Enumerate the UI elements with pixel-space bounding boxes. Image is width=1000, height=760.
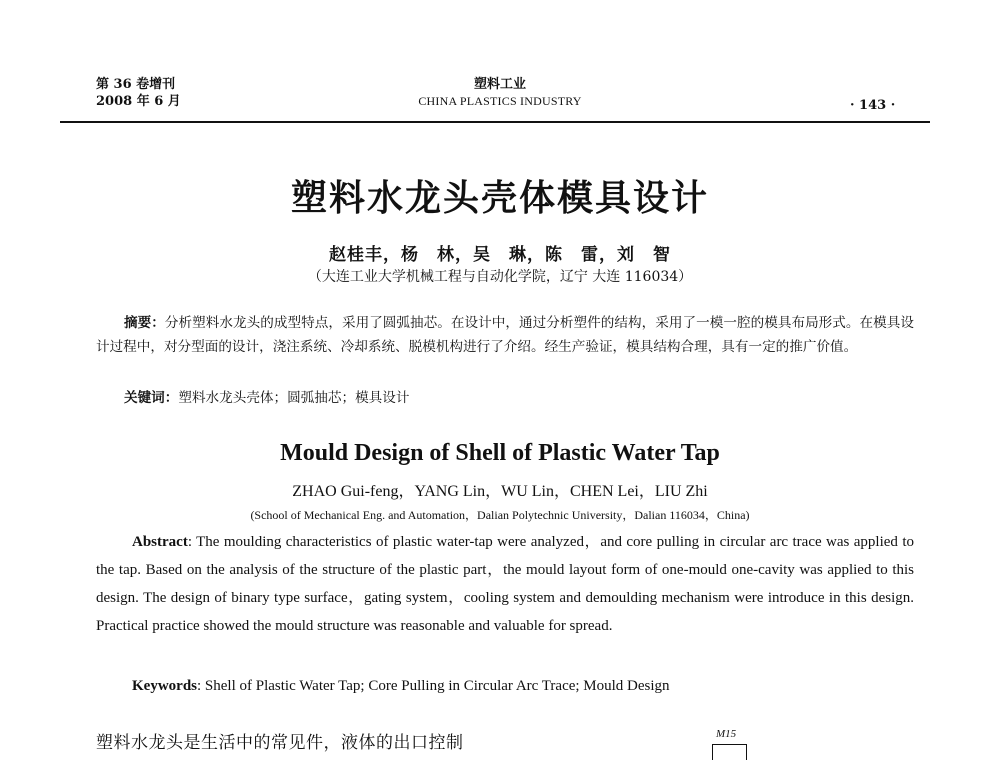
keywords-cn-label: 关键词： (124, 390, 179, 406)
abstract-en (96, 528, 914, 640)
journal-name-en: CHINA PLASTICS INDUSTRY (418, 94, 582, 108)
volume-info (96, 76, 181, 110)
page-number: · 143 · (850, 98, 896, 113)
paper-title-cn: 塑料水龙头壳体模具设计 (290, 177, 709, 219)
keywords-cn-text: 塑料水龙头壳体；圆弧抽芯；模具设计 (178, 390, 410, 406)
figure-tick-left (712, 744, 713, 760)
figure-tick-right (746, 744, 747, 760)
paper-title-en: Mould Design of Shell of Plastic Water Tap (280, 440, 720, 466)
authors-cn: 赵桂丰，杨 林，吴 琳，陈 雷，刘 智 (329, 245, 671, 265)
abstract-cn (96, 311, 914, 359)
authors-en: ZHAO Gui-feng，YANG Lin，WU Lin，CHEN Lei，LIU Zhi (292, 483, 708, 500)
issue-date: 2008 年 6 月 (96, 94, 181, 109)
keywords-cn (124, 386, 409, 406)
abstract-en-text: : The moulding characteristics of plastic water-tap were analyzed，and core pulling in circular arc trace was applied to the tap. Based on the analysis of the structure of the plastic part，the mould layout form of one-mould one-cavity was applied to this design. The design of binary type surface，gating system，cooling system and demoulding mechanism were introduce in this design. Practical practice showed the mould structure was reasonable and valuable for spread. (96, 534, 914, 634)
abstract-en-label: Abstract (132, 534, 188, 550)
figure-dimension-label: M15 (716, 728, 737, 740)
keywords-en-text: : Shell of Plastic Water Tap; Core Pulling in Circular Arc Trace; Mould Design (197, 678, 670, 694)
keywords-en-label: Keywords (132, 678, 197, 694)
keywords-en (132, 678, 670, 695)
journal-name (380, 76, 620, 110)
header-divider (60, 121, 930, 123)
figure-dimension-line (712, 744, 746, 745)
abstract-cn-label: 摘要： (124, 315, 165, 331)
affiliation-en: (School of Mechanical Eng. and Automation，Dalian Polytechnic University，Dalian 116034，China) (250, 508, 750, 522)
journal-name-cn: 塑料工业 (473, 77, 526, 92)
affiliation-cn: （大连工业大学机械工程与自动化学院，辽宁 大连 116034） (307, 269, 693, 285)
volume-label: 第 36 卷增刊 (96, 77, 176, 92)
abstract-cn-text: 分析塑料水龙头的成型特点，采用了圆弧抽芯。在设计中，通过分析塑件的结构，采用了一模一腔的模具布局形式。在模具设计过程中，对分型面的设计，浇注系统、冷却系统、脱模机构进行了介绍。经生产验证，模具结构合理，具有一定的推广价值。 (96, 315, 915, 355)
body-text-start: 塑料水龙头是生活中的常见件，液体的出口控制 (96, 733, 464, 753)
